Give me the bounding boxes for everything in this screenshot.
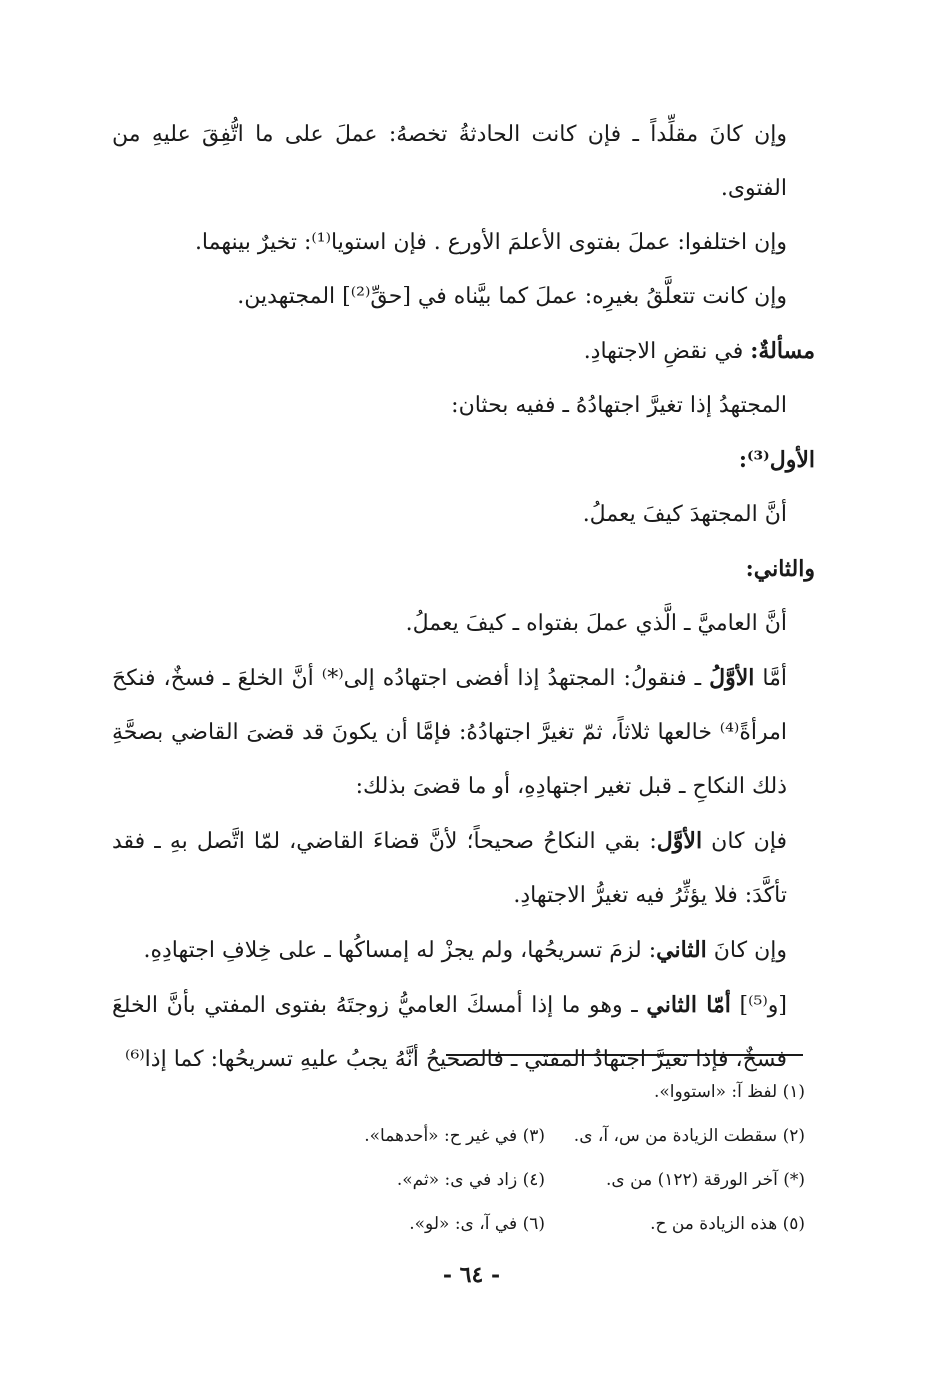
footnote-divider (446, 1054, 803, 1056)
bold-term: الثاني (656, 937, 707, 963)
paragraph: وإن اختلفوا: عملَ بفتوى الأعلمَ الأورع . فإن استويا⁽¹⁾: تخيرٌ بينهما. (194, 230, 787, 255)
text-run: ـ وهو ما إذا أمسكَ العاميُّ زوجتَهُ بفتوى المفتي بأنَّ الخلعَ فسخٌ، فإذا تغيرَّ اجتهادُ المفتي ـ فالصحيحُ أنَّهُ يجبُ عليهِ تسريحُها: كما إذا⁽⁶⁾ (112, 993, 787, 1072)
bold-term: الأوَّلُ (709, 665, 755, 691)
paragraph: وإن كانت تتعلَّقُ بغيرِه: عملَ كما بيَّناه في [حقِّ⁽²⁾] المجتهدين. (237, 284, 787, 309)
footnotes (200, 1070, 805, 1246)
paragraph (112, 651, 815, 814)
subheading-label: الأول⁽³⁾: (738, 447, 815, 473)
heading-text: في نقضِ الاجتهادِ. (583, 339, 751, 364)
footnote-1: (١) لفظ آ: «استووا». (653, 1082, 805, 1102)
text-run: [و⁽⁵⁾] (730, 993, 787, 1018)
footnote-4: (٤) زاد في ى: «ثم». (396, 1170, 545, 1190)
subheading (112, 433, 815, 488)
footnote-row (200, 1114, 805, 1158)
text-run: أمَّا (754, 666, 788, 691)
paragraph: أنَّ العاميَّ ـ الَّذي عملَ بفتواه ـ كيفَ يعملُ. (405, 611, 787, 636)
bold-term: أمّا الثاني (646, 992, 731, 1018)
subheading (112, 542, 815, 597)
footnote-6: (٦) في آ، ى: «لو». (409, 1214, 545, 1234)
footnote-3: (٣) في غير ح: «أحدهما». (364, 1126, 545, 1146)
paragraph: المجتهدُ إذا تغيرَّ اجتهادُهُ ـ ففيه بحثان: (451, 393, 787, 418)
paragraph (112, 814, 815, 923)
heading-label: مسألةٌ: (750, 338, 815, 364)
bold-term: الأوَّل (656, 828, 703, 854)
text-run: : لزمَ تسريحُها، ولم يجزْ له إمساكُها ـ على خِلافِ اجتهادِهِ. (143, 938, 657, 963)
footnote-row (200, 1070, 805, 1114)
text-run: : بقي النكاحُ صحيحاً؛ لأنَّ قضاءَ القاضي، لمّا اتَّصل بهِ ـ فقد تأكَّدَ: فلا يؤثِّرُ فيه تغيرُّ الاجتهادِ. (112, 829, 787, 908)
subheading-label: والثاني: (745, 556, 815, 582)
footnote-star: (*) آخر الورقة (١٢٢) من ى. (606, 1170, 805, 1190)
footnote-row (200, 1158, 805, 1202)
text-run: ـ فنقولُ: المجتهدُ إذا أفضى اجتهادُه إلى⁽*⁾ أنَّ الخلعَ ـ فسخٌ، فنكحَ امرأةً⁽⁴⁾ خالعها ثلاثاً، ثمّ تغيرَّ اجتهادُهُ: فإمَّا أن يكونَ قد قضىَ القاضي بصحَّةِ ذلك النكاحِ ـ قبل تغير اجتهادِهِ، أو ما قضىَ بذلك: (112, 666, 787, 799)
footnote-row (200, 1202, 805, 1246)
page-number: - ٦٤ - (442, 1262, 501, 1288)
paragraph: وإن كانَ مقلِّداً ـ فإن كانت الحادثةُ تخصهُ: عملَ على ما اتُّفِقَ عليهِ من الفتوى. (112, 122, 787, 201)
paragraph (112, 923, 815, 978)
main-text (112, 108, 815, 1087)
section-heading (112, 324, 815, 379)
text-run: وإن كانَ (706, 938, 787, 963)
paragraph: أنَّ المجتهدَ كيفَ يعملُ. (582, 502, 787, 527)
text-run: فإن كان (702, 829, 787, 854)
footnote-5: (٥) هذه الزيادة من ح. (650, 1214, 805, 1234)
footnote-2: (٢) سقطت الزيادة من س، آ، ى. (573, 1126, 805, 1146)
